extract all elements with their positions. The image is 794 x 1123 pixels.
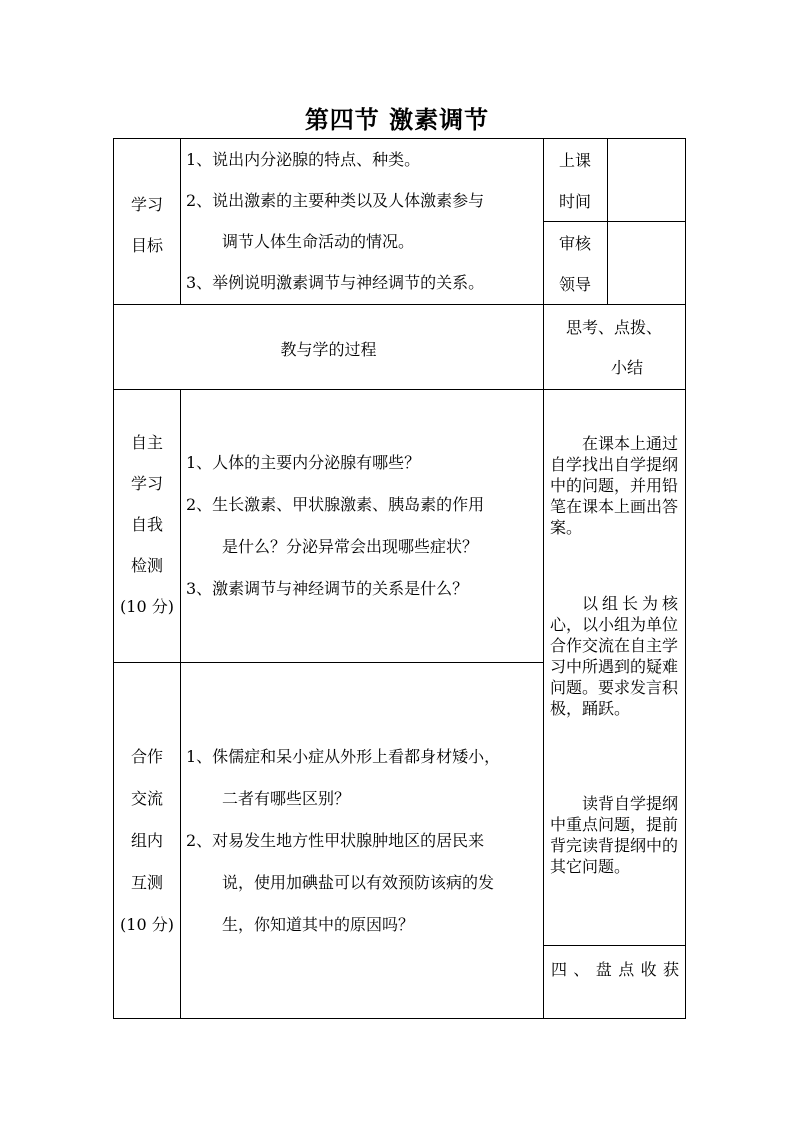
goals-content-cell	[180, 138, 544, 305]
class-time-line-2: 时间	[558, 192, 591, 211]
page-title: 第四节 激素调节	[304, 106, 490, 134]
process-side-cell	[543, 304, 686, 390]
tip-recite: 读背自学提纲中重点问题，提前背完读背提纲中的其它问题。	[550, 794, 679, 876]
goal-item-2: 2、说出激素的主要种类以及人体激素参与	[186, 191, 485, 210]
cooperation-content-cell	[180, 662, 544, 1019]
process-side-line-2: 小结	[610, 358, 643, 377]
self-study-q2-cont: 是什么？分泌异常会出现哪些症状？	[222, 537, 479, 556]
goals-label-line-1: 学习	[130, 195, 163, 214]
process-label: 教与学的过程	[280, 340, 377, 359]
cooperation-q2-cont-1: 说，使用加碘盐可以有效预防该病的发	[222, 873, 495, 892]
goal-item-1: 1、说出内分泌腺的特点、种类。	[186, 150, 421, 169]
goals-label-cell	[113, 138, 181, 305]
self-study-content-cell	[180, 389, 544, 663]
class-time-line-1: 上课	[558, 151, 591, 170]
cooperation-q2-cont-2: 生，你知道其中的原因吗？	[222, 915, 415, 934]
review-label-cell	[543, 221, 608, 305]
cooperation-label-4: 互测	[130, 873, 163, 892]
cooperation-q1-cont: 二者有哪些区别？	[222, 789, 351, 808]
tips-cell	[543, 389, 686, 946]
class-time-value-cell	[607, 138, 686, 222]
cooperation-q2: 2、对易发生地方性甲状腺肿地区的居民来	[186, 831, 485, 850]
goal-item-2-cont: 调节人体生命活动的情况。	[222, 232, 415, 251]
cooperation-label-3: 组内	[130, 831, 163, 850]
class-time-label-cell	[543, 138, 608, 222]
tip-self-study: 在课本上通过自学找出自学提纲中的问题，并用铅笔在课本上画出答案。	[550, 434, 679, 537]
review-line-1: 审核	[558, 234, 591, 253]
process-header-cell	[113, 304, 544, 390]
self-study-q2: 2、生长激素、甲状腺激素、胰岛素的作用	[186, 495, 485, 514]
self-study-q1: 1、人体的主要内分泌腺有哪些？	[186, 453, 421, 472]
cooperation-q1: 1、侏儒症和呆小症从外形上看都身材矮小，	[186, 747, 501, 766]
self-study-label-2: 学习	[130, 474, 163, 493]
self-study-label-1: 自主	[130, 433, 163, 452]
cooperation-label-5: (10 分)	[120, 915, 174, 934]
self-study-label-5: (10 分)	[120, 597, 174, 616]
cooperation-label-1: 合作	[130, 747, 163, 766]
tip-cooperation: 以组长为核心，以小组为单位合作交流在自主学习中所遇到的疑难问题。要求发言积极，踊跃。	[550, 594, 679, 718]
self-study-label-3: 自我	[130, 515, 163, 534]
process-side-line-1: 思考、点拨、	[565, 318, 662, 337]
summary-cell	[543, 945, 686, 1019]
review-line-2: 领导	[558, 275, 591, 294]
review-value-cell	[607, 221, 686, 305]
summary-label: 四、盘点收获	[551, 960, 679, 979]
self-study-label-cell	[113, 389, 181, 663]
cooperation-label-cell	[113, 662, 181, 1019]
self-study-q3: 3、激素调节与神经调节的关系是什么？	[186, 579, 469, 598]
goals-label-line-2: 目标	[130, 236, 163, 255]
goal-item-3: 3、举例说明激素调节与神经调节的关系。	[186, 273, 485, 292]
self-study-label-4: 检测	[130, 556, 163, 575]
cooperation-label-2: 交流	[130, 789, 163, 808]
